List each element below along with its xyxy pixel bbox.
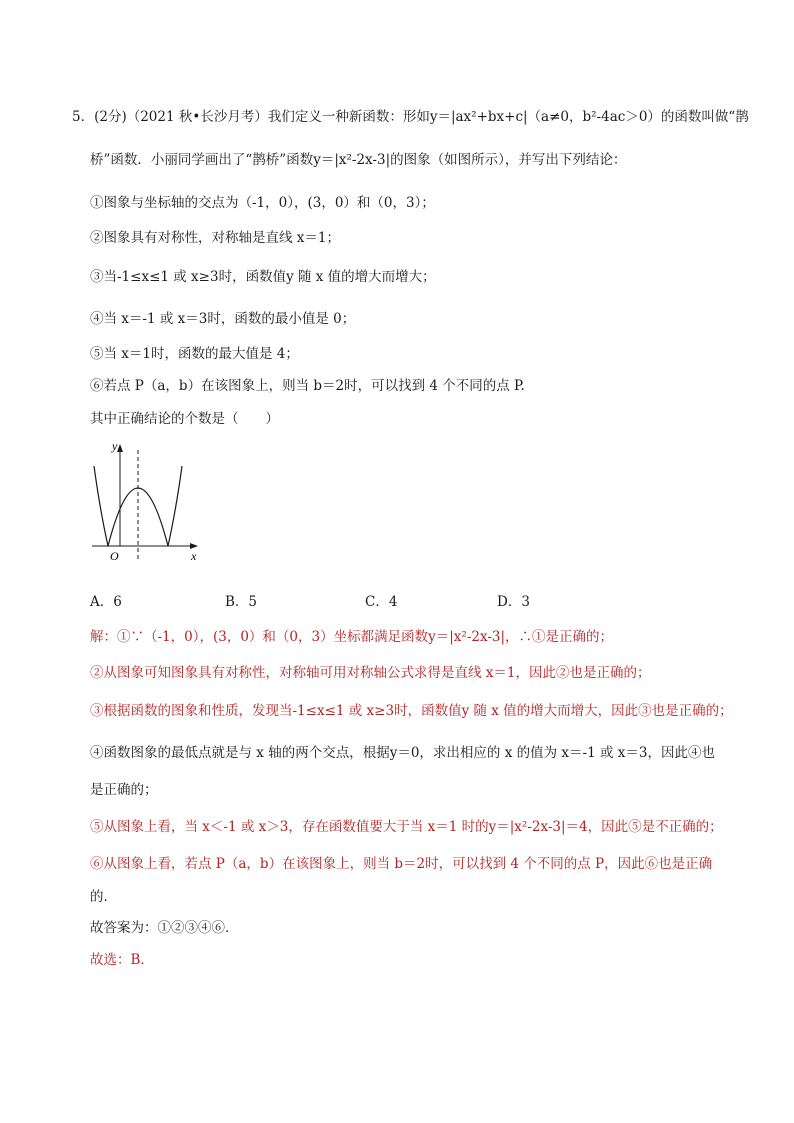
final-answer: 故答案为：①②③④⑥． [90,920,239,936]
solution-5: ⑤从图象上看，当 x＜-1 或 x＞3，存在函数值要大于当 x＝1 时的y＝|x²-2x-3|＝4，因此⑤是不正确的； [90,819,723,835]
y-axis-label: y [112,439,118,453]
option-d: D．3 [497,594,530,610]
option-a: A．6 [90,594,122,610]
conclusion-3: ③当-1≤x≤1 或 x≥3时，函数值y 随 x 值的增大而增大； [90,269,436,285]
final-choice: 故选：B． [90,952,154,968]
question-line-1: 5．(2分)（2021 秋•长沙月考）我们定义一种新函数：形如y＝|ax²+bx+c|（a≠0，b²-4ac＞0）的函数叫做“鹊 [72,109,749,125]
conclusion-5: ⑤当 x＝1时，函数的最大值是 4； [90,346,299,362]
conclusion-2: ②图象具有对称性，对称轴是直线 x＝1； [90,230,340,246]
question-line-2: 桥”函数．小丽同学画出了“鹊桥”函数y＝|x²-2x-3|的图象（如图所示），并写出下列结论： [90,152,627,168]
solution-3: ③根据函数的图象和性质，发现当-1≤x≤1 或 x≥3时，函数值y 随 x 值的增大而增大，因此③也是正确的； [90,703,733,719]
solution-6-line-1: ⑥从图象上看，若点 P（a，b）在该图象上，则当 b＝2时，可以找到 4 个不同的点 P，因此⑥也是正确 [90,856,713,872]
function-graph [88,438,208,568]
solution-4-line-2: 是正确的； [90,782,158,798]
curve-left-branch [94,466,108,546]
option-b: B．5 [225,594,258,610]
solution-6-line-2: 的． [90,889,117,905]
y-axis-arrow [117,444,123,452]
solution-4-line-1: ④函数图象的最低点就是与 x 轴的两个交点，根据y＝0，求出相应的 x 的值为 x＝-1 或 x＝3，因此④也 [90,745,715,761]
x-axis-label: x [191,549,197,563]
conclusion-1: ①图象与坐标轴的交点为（-1，0），(3，0）和（0，3）； [90,195,435,211]
conclusion-6: ⑥若点 P（a，b）在该图象上，则当 b＝2时，可以找到 4 个不同的点 P. [90,378,525,394]
option-c: C．4 [365,594,398,610]
conclusion-4: ④当 x＝-1 或 x＝3时，函数的最小值是 0； [90,311,356,327]
question-prompt: 其中正确结论的个数是（ ） [90,411,279,427]
origin-label: O [110,549,119,563]
solution-1: 解：①∵（-1，0），(3，0）和（0，3）坐标都满足函数y＝|x²-2x-3|，∴①是正确的； [90,629,614,645]
solution-2: ②从图象可知图象具有对称性，对称轴可用对称轴公式求得是直线 x＝1，因此②也是正确的； [90,665,651,681]
curve-right-branch [168,466,182,546]
